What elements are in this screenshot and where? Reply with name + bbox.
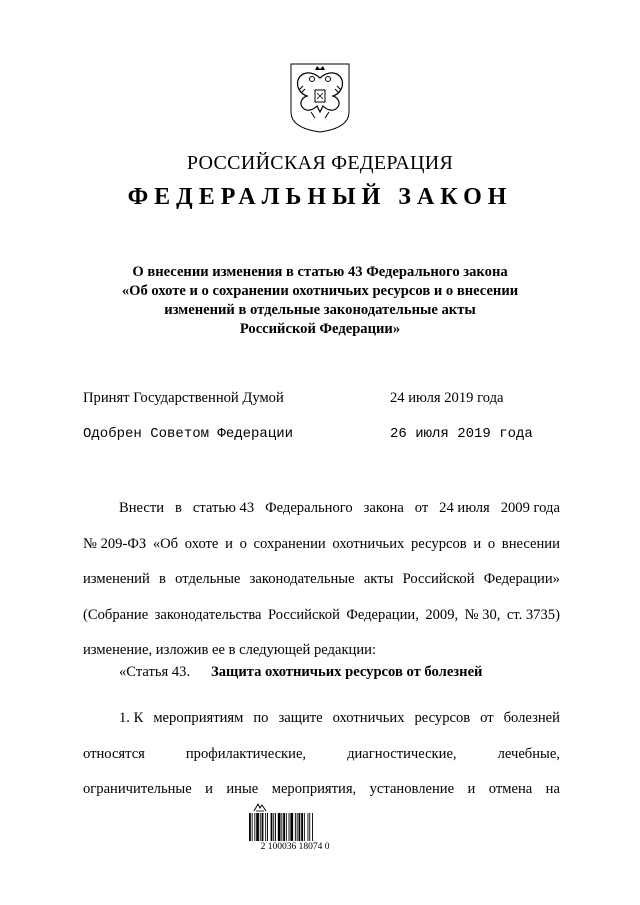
word: № 30, — [464, 606, 501, 623]
title-line: «Об охоте и о сохранении охотничьих ресурсов и о внесении — [121, 283, 519, 299]
word: 1. К — [119, 710, 144, 726]
word: иные — [226, 781, 259, 797]
council-date: 26 июля 2019 года — [390, 426, 533, 442]
council-approval-row — [83, 426, 563, 442]
word: 24 июля — [439, 500, 490, 516]
title-line: О внесении изменения в статью 43 Федерального закона — [132, 264, 508, 280]
paragraph-line — [83, 737, 560, 773]
law-body — [83, 491, 560, 669]
word: в — [175, 500, 182, 516]
word: охотничьих — [332, 535, 405, 552]
word: ст. 3735) — [506, 606, 560, 623]
word: статью 43 — [192, 500, 255, 516]
article-heading — [119, 664, 482, 681]
title-line: Российской Федерации» — [239, 321, 401, 337]
word: изменений — [83, 571, 150, 587]
body-line — [83, 562, 560, 598]
council-label: Одобрен Советом Федерации — [83, 426, 294, 442]
word: о — [239, 535, 247, 552]
word: по — [253, 710, 269, 726]
paragraph-line — [83, 701, 560, 737]
word: и — [205, 781, 213, 797]
word: на — [545, 781, 560, 797]
word: сохранении — [253, 535, 326, 552]
word: ограничительные — [83, 781, 192, 797]
word: ресурсов — [414, 710, 471, 726]
coat-of-arms-icon — [289, 62, 351, 134]
law-title — [100, 263, 540, 339]
word: «Об — [152, 535, 179, 552]
word: Российской — [402, 571, 475, 587]
word: мероприятия, — [271, 781, 357, 797]
word: Федерации» — [483, 571, 560, 587]
word: отдельные — [175, 571, 241, 587]
word: внесении — [501, 535, 560, 552]
word: 2009, — [425, 606, 459, 623]
country-name: РОССИЙСКАЯ ФЕДЕРАЦИЯ — [186, 152, 454, 174]
body-line — [83, 598, 560, 634]
word: законодательства — [154, 606, 262, 623]
word: Федерального — [265, 500, 353, 516]
duma-adoption-row — [83, 390, 563, 407]
document-type: ФЕДЕРАЛЬНЫЙ ЗАКОН — [127, 184, 513, 210]
duma-label: Принят Государственной Думой — [83, 390, 284, 406]
word: законодательные — [249, 571, 355, 587]
duma-date: 24 июля 2019 года — [390, 390, 504, 406]
article-paragraph — [83, 701, 560, 808]
word: и — [225, 535, 233, 552]
body-line: изменение, изложив ее в следующей редакции: — [83, 642, 377, 658]
word: о — [487, 535, 496, 552]
word: № 209-ФЗ — [83, 535, 147, 552]
word: отмена — [488, 781, 533, 797]
word: мероприятиям — [153, 710, 244, 726]
article-number: «Статья 43. — [119, 664, 191, 680]
article-name: Защита охотничьих ресурсов от болезней — [211, 664, 483, 680]
word: диагностические, — [347, 745, 457, 762]
word: ресурсов — [410, 535, 467, 552]
word: 2009 года — [500, 500, 560, 516]
document-barcode — [245, 802, 345, 854]
word: и — [467, 781, 476, 797]
word: (Собрание — [83, 606, 149, 623]
publisher-logo-icon — [253, 802, 267, 812]
word: и — [473, 535, 482, 552]
title-line: изменений в отдельные законодательные акты — [164, 302, 476, 318]
word: установление — [369, 781, 455, 797]
word: Внести — [119, 500, 165, 516]
word: Федерации, — [346, 606, 419, 623]
word: акты — [363, 571, 394, 587]
body-line — [83, 491, 560, 527]
word: от — [480, 710, 494, 726]
word: лечебные, — [497, 745, 560, 762]
word: защите — [278, 710, 323, 726]
word: относятся — [83, 745, 145, 762]
word: профилактические, — [185, 745, 307, 762]
body-line — [83, 527, 560, 563]
word: болезней — [503, 710, 560, 726]
barcode-number: 2 100036 18074 0 — [260, 842, 330, 852]
word: в — [159, 571, 166, 587]
barcode-icon — [249, 813, 341, 841]
word: охотничьих — [332, 710, 405, 726]
word: закона — [363, 500, 404, 516]
word: охоте — [184, 535, 219, 552]
word: Российской — [267, 606, 340, 623]
word: от — [414, 500, 429, 516]
